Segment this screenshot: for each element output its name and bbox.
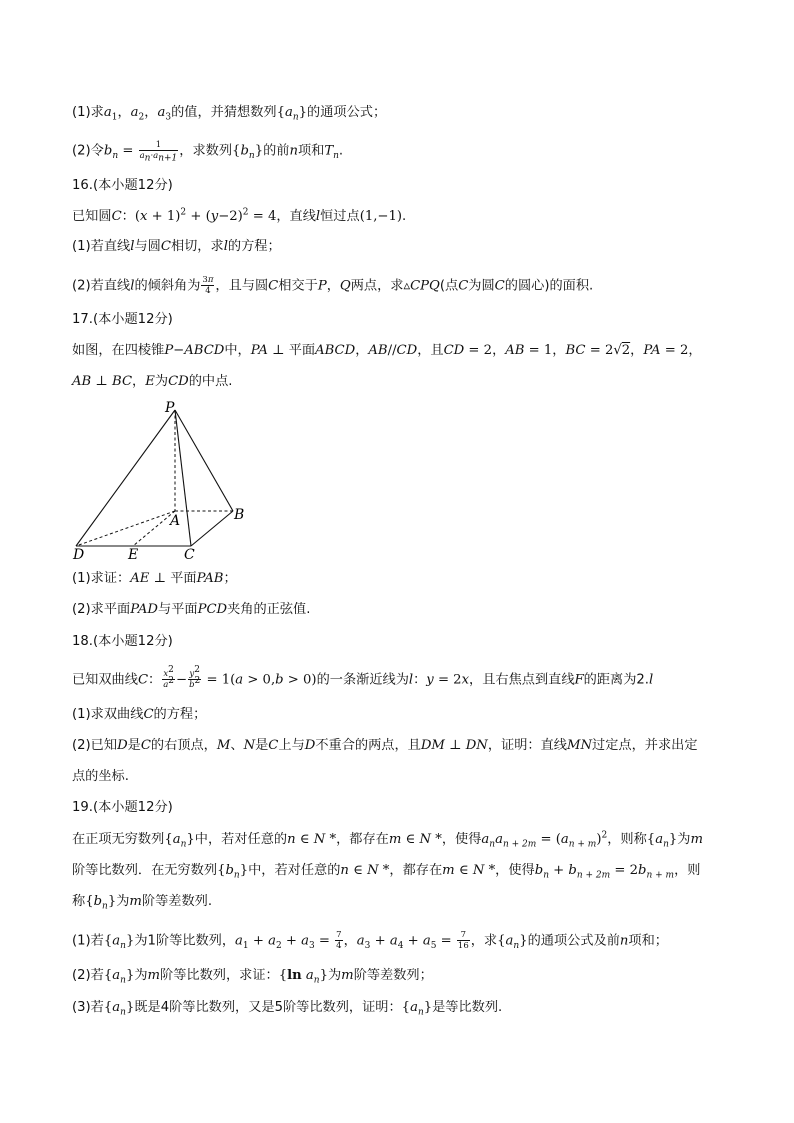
q17-part2: (2)求平面PAD与平面PCD夹角的正弦值. xyxy=(72,602,311,617)
q18-header: 18.(本小题12分) xyxy=(72,634,173,649)
edge-cb xyxy=(191,511,233,546)
q15-part1: (1)求$a_1$，$a_2$，$a_3$的值，并猜想数列$\{a_n\}$的通项公式； xyxy=(72,105,387,123)
q17-part1: (1)求证：AE ⊥ 平面PAB； xyxy=(72,571,237,586)
edge-pb xyxy=(175,410,233,511)
q19-part1: (1)若$\{a_n\}$为1阶等比数列，$a_1 + a_2 + a_3$ = $\frac{7}{4}$ ，$a_3 + a_4 + a_5$ = $\frac{7}{16}$ ，求$\{a_n\}$的通项公式及前n项和； xyxy=(72,930,668,952)
q18-part2: (2)已知D是C的右顶点，M、N是C上与D不重合的两点，且DM ⊥ DN，证明：直线MN过定点，并求出定 xyxy=(72,738,698,753)
q19-stem-line2: 阶等比数列．在无穷数列$\{b_n\}$中，若对任意的n ∈ N *，都存在m ∈ N *，使得$b_n + b_{n + 2m} = 2b_{n + m}$，则 xyxy=(72,863,701,881)
edge-ad-hidden xyxy=(76,511,175,546)
q19-part3: (3)若$\{a_n\}$既是4阶等比数列，又是5阶等比数列，证明：$\{a_n\}$是等比数列. xyxy=(72,1000,503,1018)
fraction: $\frac{3\pi}{4}$ xyxy=(202,275,214,296)
label-e: E xyxy=(128,547,139,563)
fraction: $\frac{y^2}{b^2}$ xyxy=(189,665,201,690)
pyramid-figure xyxy=(68,398,258,564)
q19-part2: (2)若$\{a_n\}$为m阶等比数列，求证：{ln $a_n$}为m阶等差数列； xyxy=(72,968,433,986)
label-c: C xyxy=(184,547,195,563)
label-p: P xyxy=(165,400,175,416)
q17-stem-line1: 如图，在四棱锥P−ABCD中，PA ⊥ 平面ABCD，AB//CD，且CD = 2，AB = 1，BC = 2√2，PA = 2， xyxy=(72,343,702,358)
q17-stem-line2: AB ⊥ BC，E为CD的中点. xyxy=(72,374,233,389)
q16-part2: (2)若直线l的倾斜角为 $\frac{3\pi}{4}$ ，且与圆C相交于P，Q两点，求▵CPQ(点C为圆C的圆心)的面积. xyxy=(72,275,594,296)
q18-stem: 已知双曲线C： $\frac{x^2}{a^2}$ − $\frac{y^2}{b^2}$ = 1(a > 0,b > 0)的一条渐近线为l：y = 2x，且右焦点到直线F的距离为2.l xyxy=(72,665,654,690)
label-d: D xyxy=(73,547,85,563)
q18-part1: (1)求双曲线C的方程； xyxy=(72,707,207,722)
q16-stem: 已知圆C：$(x + 1)^2 + (y-2)^2 = 4$，直线l恒过点(1,−1). xyxy=(72,207,407,224)
q16-part1: (1)若直线l与圆C相切，求l的方程； xyxy=(72,239,281,254)
fraction: $\frac{x^2}{a^2}$ xyxy=(163,665,175,690)
q17-header: 17.(本小题12分) xyxy=(72,312,173,327)
q15-part2: (2)令$b_n$ = $\frac{1}{a_n\cdot a_{n+1}}$ ，求数列$\{b_n\}$的前n项和$T_n$. xyxy=(72,140,344,164)
q19-stem-line1: 在正项无穷数列$\{a_n\}$中，若对任意的n ∈ N *，都存在m ∈ N *，使得$a_na_{n + 2m} = (a_{n + m})^2$，则称$\{a_n\}$为m xyxy=(72,830,703,850)
q18-part2-cont: 点的坐标. xyxy=(72,769,129,784)
label-a: A xyxy=(170,513,181,529)
fraction: $\frac{1}{a_n\cdot a_{n+1}}$ xyxy=(139,140,178,164)
q19-header: 19.(本小题12分) xyxy=(72,800,173,815)
edge-pd xyxy=(76,410,175,546)
edge-ae-hidden xyxy=(133,511,175,546)
q19-stem-line3: 称$\{b_n\}$为m阶等差数列. xyxy=(72,894,213,912)
fraction: $\frac{7}{16}$ xyxy=(457,930,469,951)
q16-header: 16.(本小题12分) xyxy=(72,178,173,193)
label-b: B xyxy=(234,507,245,523)
fraction: $\frac{7}{4}$ xyxy=(336,930,342,951)
